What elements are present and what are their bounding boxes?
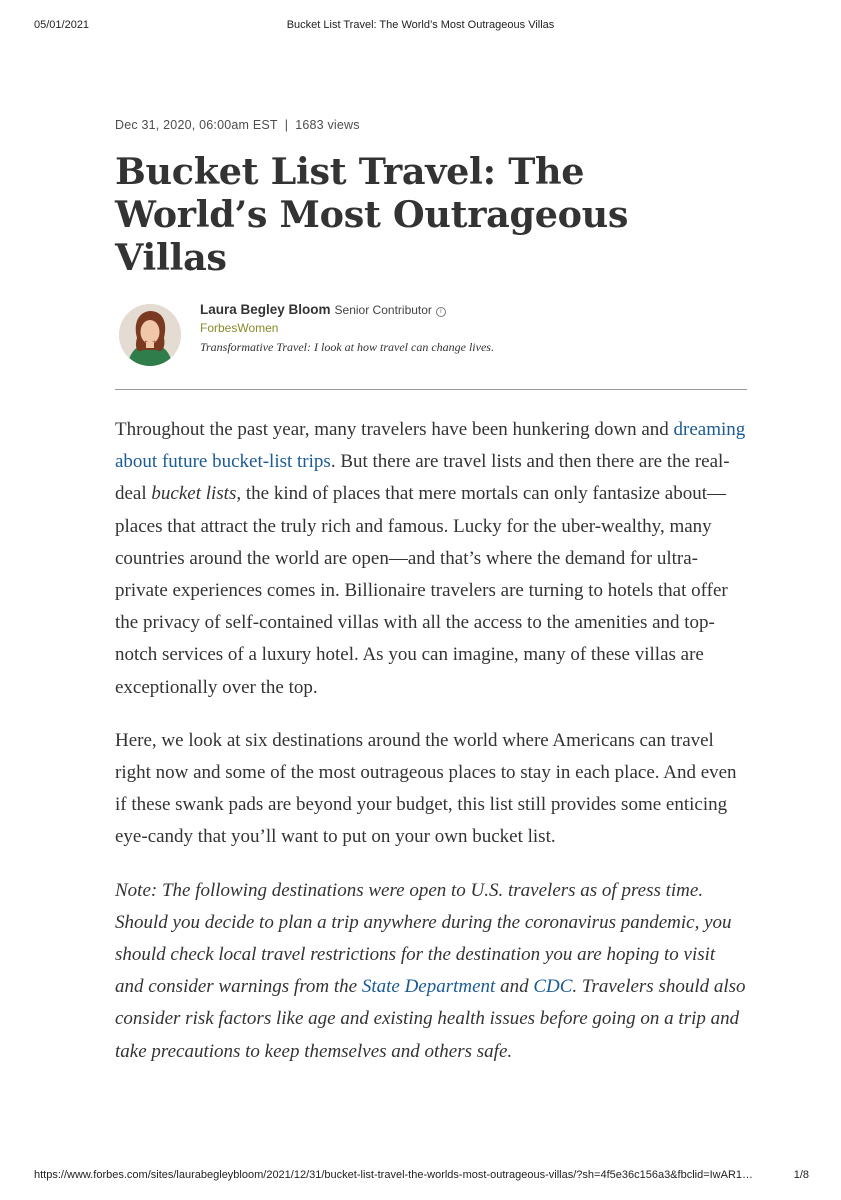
meta-separator: | <box>284 118 289 132</box>
cdc-link[interactable]: CDC <box>533 976 573 998</box>
view-count: 1683 views <box>295 118 360 132</box>
travel-note <box>115 875 747 1068</box>
note-text-b: and <box>495 976 534 998</box>
article-meta <box>115 118 747 136</box>
author-channel[interactable]: ForbesWomen <box>200 321 279 335</box>
author-role: Senior Contributor <box>334 303 432 317</box>
article-body <box>115 414 747 1068</box>
p1-text-a: Throughout the past year, many travelers have been hunkering down and <box>115 419 674 440</box>
author-tagline: Transformative Travel: I look at how travel can change lives. <box>200 340 494 354</box>
print-page-title: Bucket List Travel: The World’s Most Outrageous Villas <box>286 19 555 31</box>
bucket-list-trips-link[interactable]: dreaming about future bucket-list trips <box>115 419 746 473</box>
print-footer <box>0 1169 841 1185</box>
print-header <box>0 19 841 35</box>
author-block <box>115 299 747 391</box>
note-text-c: . Travelers should also consider risk factors like age and existing health issues before going on a trip and take precautions to keep themselves and others safe. <box>115 976 746 1062</box>
author-avatar[interactable] <box>119 304 181 366</box>
paragraph-2: Here, we look at six destinations around the world where Americans can travel right now and some of the most outrageous places to stay in each place. And even if these swank pads are beyond your budget, this list still provides some enticing eye-candy that you’ll want to put on your own bucket list. <box>115 729 737 848</box>
article-headline: Bucket List Travel: The World’s Most Outrageous Villas <box>115 150 629 279</box>
print-page-number: 1/8 <box>793 1169 809 1181</box>
state-department-link[interactable]: State Department <box>361 976 496 998</box>
author-name[interactable]: Laura Begley Bloom <box>200 302 331 317</box>
print-date: 05/01/2021 <box>34 19 90 31</box>
article <box>115 118 747 1089</box>
author-photo <box>119 304 181 366</box>
note-text-a: Note: The following destinations were open to U.S. travelers as of press time. Should you decide to plan a trip anywhere during the coronavirus pandemic, you should check local travel restrictions for the destination you are hoping to visit and consider warnings from the <box>115 879 732 998</box>
info-icon[interactable]: i <box>436 307 446 317</box>
publish-date: Dec 31, 2020, 06:00am EST <box>115 118 278 132</box>
print-url: https://www.forbes.com/sites/laurabegleybloom/2021/12/31/bucket-list-travel-the-worlds-most-outrageous-villas/?sh=4f5e36c156a3&fbclid=IwAR1… <box>34 1169 754 1181</box>
p1-emphasis: bucket lists, <box>151 483 242 505</box>
paragraph-1 <box>115 414 747 704</box>
author-info <box>200 301 494 355</box>
p1-text-c: the kind of places that mere mortals can only fantasize about—places that attract the truly rich and famous. Lucky for the uber-wealthy, many countries around the world are open—and that’s where the demand for ultra-private experiences comes in. Billionaire travelers are turning to hotels that offer the privacy of self-contained villas with all the access to the amenities and top-notch services of a luxury hotel. As you can imagine, many of these villas are exceptionally over the top. <box>115 483 728 698</box>
p1-text-b: . But there are travel lists and then there are the real-deal <box>115 451 730 505</box>
